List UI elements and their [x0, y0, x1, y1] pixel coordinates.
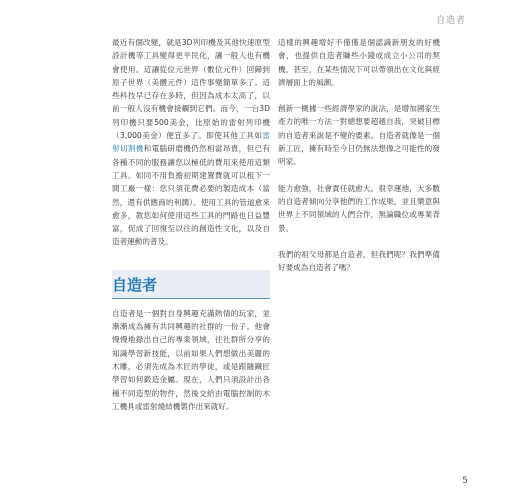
paragraph: 創新一概據一些經濟學家的說法，是增加國家生產力的唯一方法一對總想要超越自我，突破目標的自造者來說是不變的要素。自造者就像是一個新工匠，擁有時至今日仍無法想像之可能性的發明家。 — [278, 104, 440, 167]
spacer — [112, 262, 270, 268]
paragraph: 自造者是一個對自身興趣充滿熱情的玩家，並漸漸成為擁有共同興趣的社群的一份子。他會慢慢地錄出自己的專業領域，往社群所分享的知識學習新技能，以前如果人們想做出美麗的木雕，必須先成為木匠的學徒，或是跟隨鐵匠學習如何鍛造金屬。現在，人們只須設計出各種不同造型的物件，然後交給由電腦控制的木工機具或雷射燒結機製作出來就好。 — [112, 308, 270, 411]
paragraph-text: 和電腦研磨機仍然相當昂貴，但已有各種不同的服務讓您以極低的費用來使用這類工具。如同不用負擔初期建置費就可以租下一間工廠一樣：您只須花費必要的製造成本（當然，還有供應商的利潤）。使用工具的管道愈來愈多，教您如何使用這些工具的門路也日益豐富，促成了回復至以往的創造性文化，以及自造者運動的普及。 — [112, 144, 271, 247]
running-header: 自造者 — [435, 16, 466, 26]
paragraph-text: 最近有個改變，就是3D列印機及其他快速原型設計機等工具變得更平民化，讓一般人也有機會使用。這讓從位元世界（數位元件）回歸到原子世界（美體元件）這件事變簡單多了。這些科技早已存在多時，但因為成本太高了，以前一般人沒有機會接觸到它們。而今，一台3D列印機只要500美金，比原始的雷射列印機（3,000美金）便宜多了。即使其他工具如 — [112, 38, 270, 141]
left-column — [112, 36, 270, 426]
page-number: 5 — [462, 476, 468, 486]
paragraph: 這樣的興趣增好不僅僅是個認識新朋友的好機會，也提供自造者賺些小錢或成立小公司的契機，甚至，在某些情況下可以帶領出在文化與經濟層面上的風潮。 — [278, 38, 440, 87]
right-column — [278, 36, 440, 287]
section-heading: 自造者 — [112, 270, 270, 299]
paragraph: 我們的祖父母都是自造者，但我們呢？我們準備好要成為自造者了嗎？ — [278, 249, 440, 273]
paragraph — [112, 36, 270, 249]
paragraph: 能力愈強，社會責任就愈大。很幸運地，大多數的自造者傾向分享他們的工作成果，並且樂意與世界上不同領域的人們合作，無論職位或專業背景。 — [278, 183, 440, 233]
highlighted-term: 雷射切割機 — [112, 131, 270, 154]
